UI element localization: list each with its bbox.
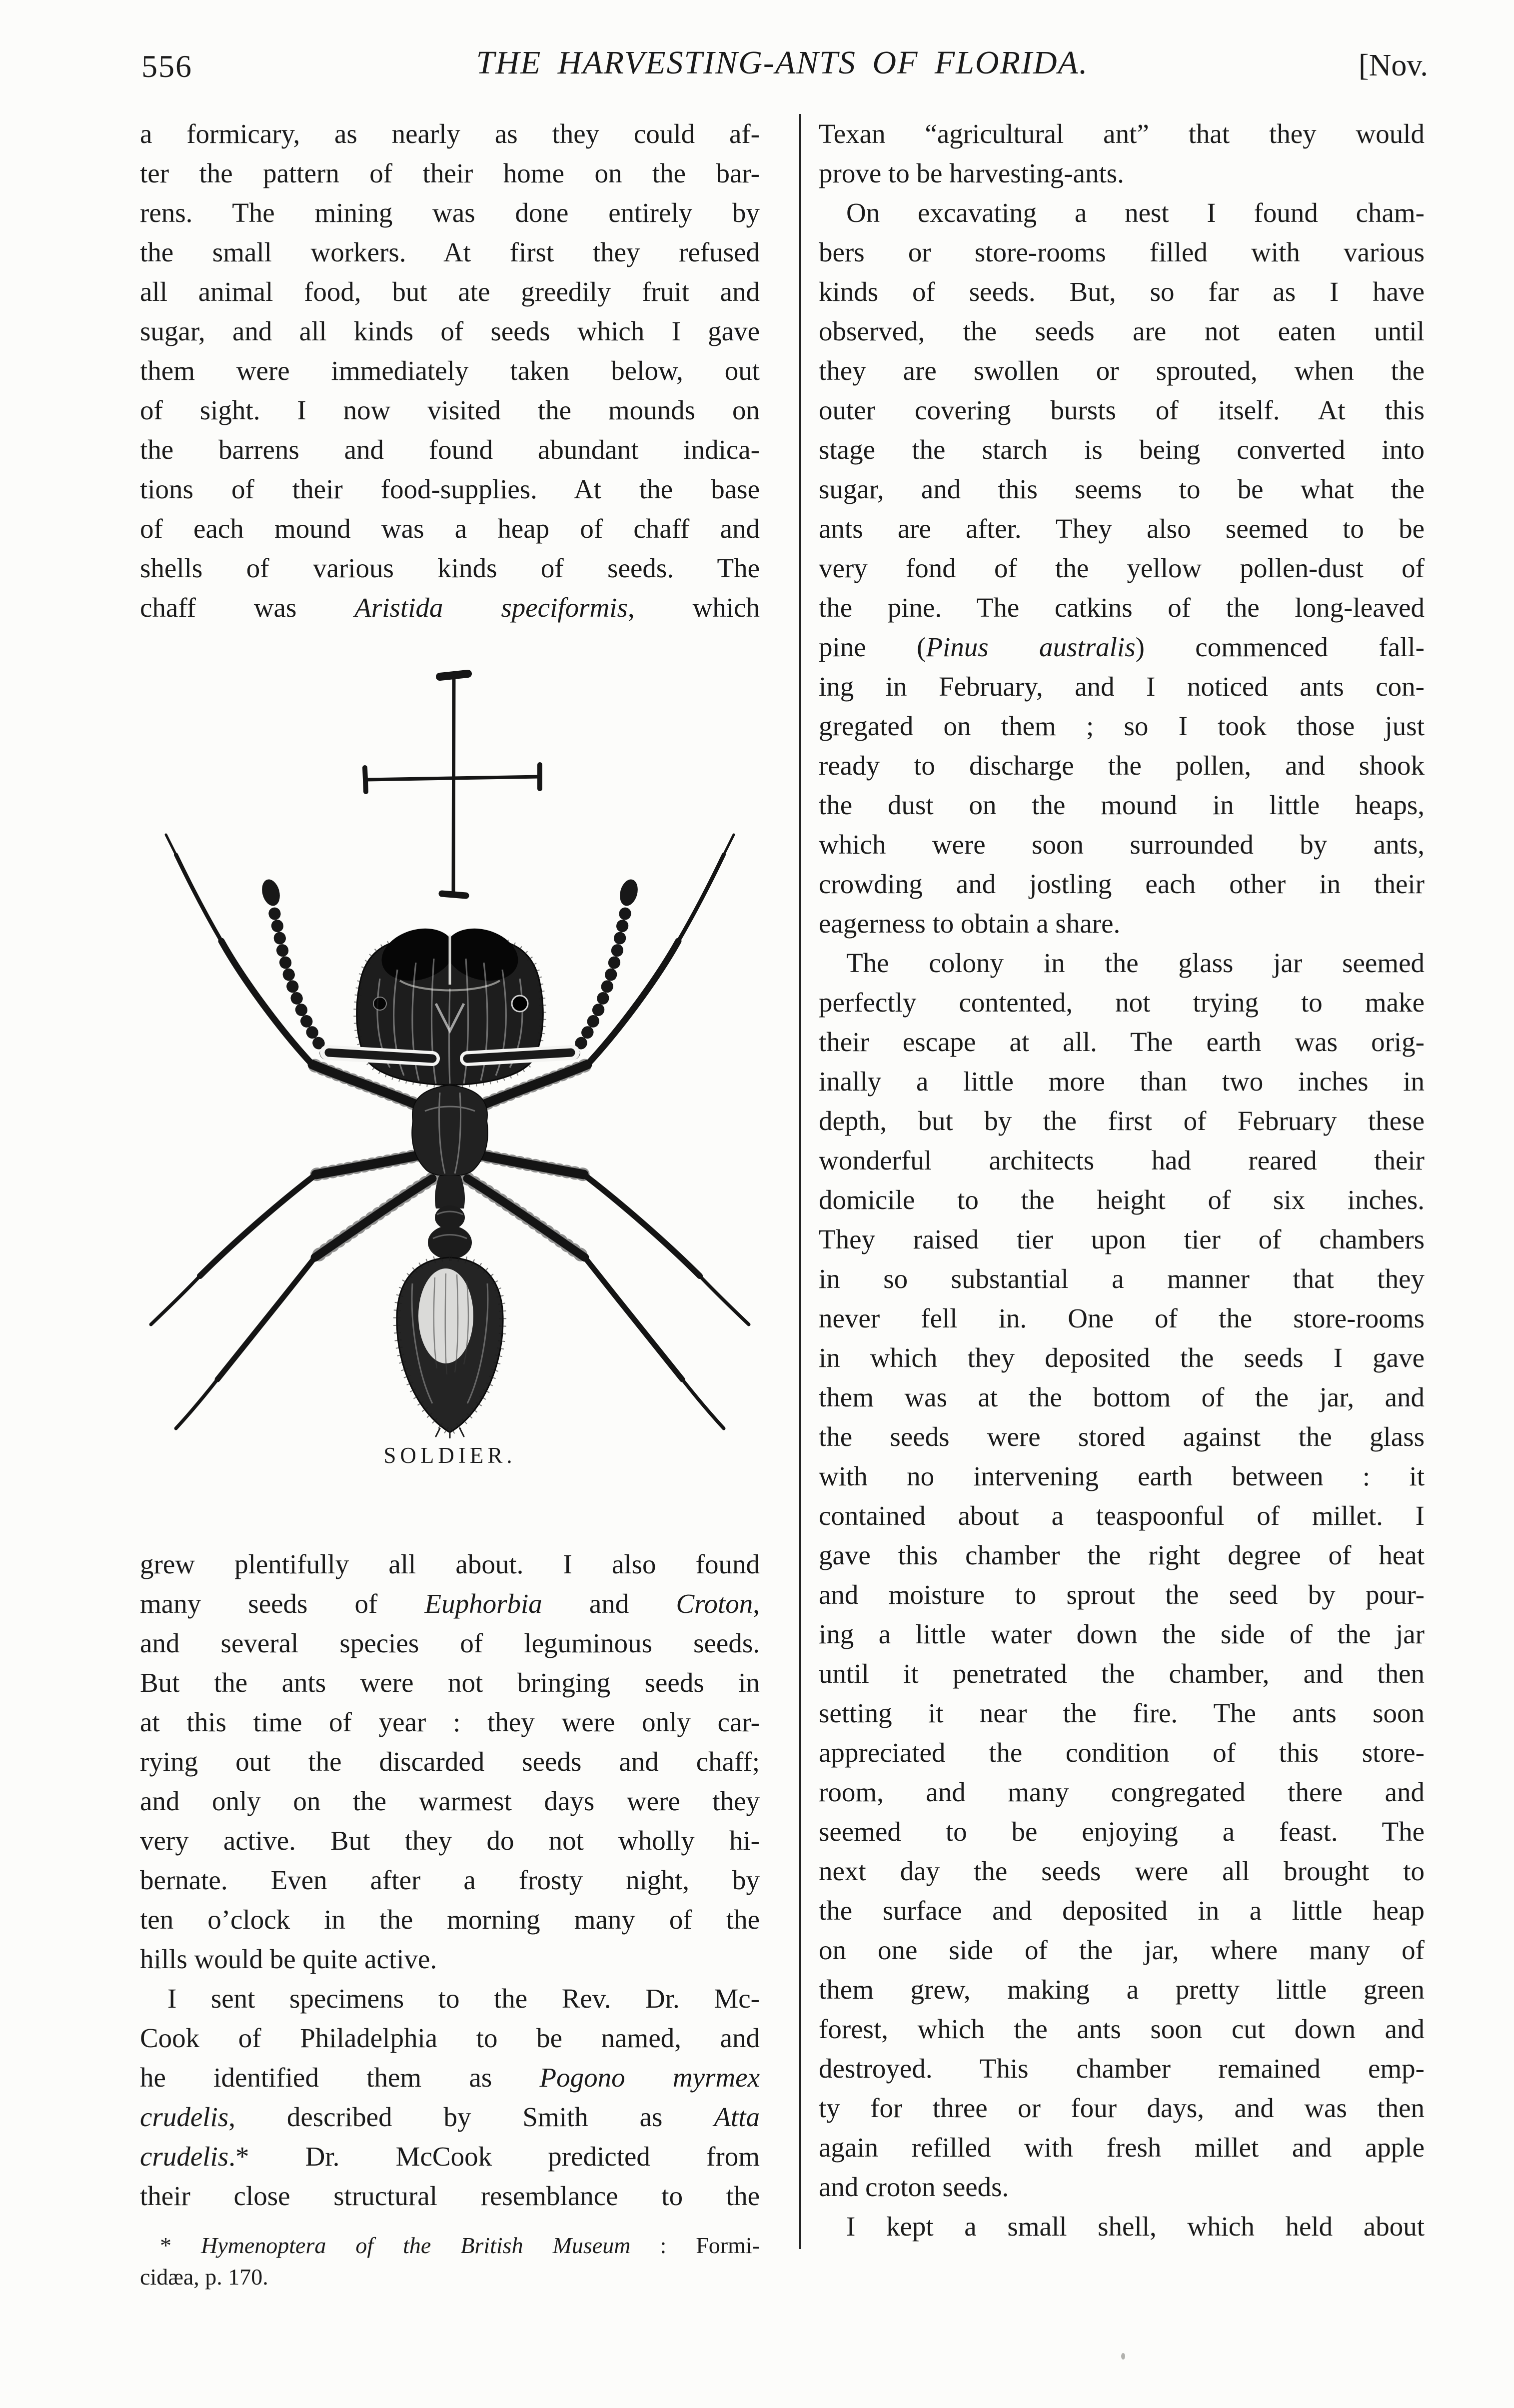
text-line: room, and many congregated there and — [819, 1777, 1425, 1807]
ant-thorax — [412, 1085, 487, 1259]
text-line: the surface and deposited in a little heap — [819, 1895, 1425, 1926]
text-line: Cook of Philadelphia to be named, and — [140, 2023, 760, 2053]
italic-text: crudelis — [140, 2102, 229, 2132]
scale-bar-icon — [365, 674, 540, 896]
footnote — [140, 2230, 760, 2293]
text-line: their escape at all. The earth was orig- — [819, 1027, 1425, 1057]
text-line: at this time of year : they were only car- — [140, 1707, 760, 1737]
column-divider-rule — [799, 114, 801, 2249]
text-line: he identified them as Pogono myrmex — [140, 2062, 760, 2093]
text-line: and several species of leguminous seeds. — [140, 1628, 760, 1658]
text-line: the barrens and found abundant indica- — [140, 434, 760, 465]
text-line: ready to discharge the pollen, and shook — [819, 750, 1425, 781]
ant-illustration — [140, 659, 760, 1438]
italic-text: crudelis — [140, 2141, 229, 2172]
text-line: and croton seeds. — [819, 2172, 1009, 2202]
italic-text: Pogono myrmex — [539, 2062, 760, 2093]
ant-eye — [512, 996, 528, 1012]
text-line: cidæa, p. 170. — [140, 2264, 268, 2290]
text-line: rens. The mining was done entirely by — [140, 197, 760, 228]
text-line: the dust on the mound in little heaps, — [819, 790, 1425, 820]
text-line: and only on the warmest days were they — [140, 1786, 760, 1816]
text-line: stage the starch is being converted into — [819, 434, 1425, 465]
text-line: the pine. The catkins of the long-leaved — [819, 592, 1425, 623]
left-column — [140, 114, 760, 2293]
text-line: which were soon surrounded by ants, — [819, 829, 1425, 860]
text-line: rying out the discarded seeds and chaff; — [140, 1746, 760, 1777]
italic-text: Croton — [676, 1588, 753, 1619]
text-line: Texan “agricultural ant” that they would — [819, 118, 1425, 149]
text-line: grew plentifully all about. I also found — [140, 1549, 760, 1579]
text-line: On excavating a nest I found cham- — [846, 197, 1425, 228]
text-line: seemed to be enjoying a feast. The — [819, 1816, 1425, 1847]
text-line: very active. But they do not wholly hi- — [140, 1825, 760, 1856]
text-line: until it penetrated the chamber, and then — [819, 1658, 1425, 1689]
text-line: setting it near the fire. The ants soon — [819, 1698, 1425, 1728]
ant-body — [327, 921, 572, 1438]
italic-text: Hymenoptera of the British Museum — [201, 2233, 631, 2258]
text-line: The colony in the glass jar seemed — [846, 948, 1425, 978]
text-line: domicile to the height of six inches. — [819, 1185, 1425, 1215]
text-line: hills would be quite active. — [140, 1944, 437, 1974]
italic-text: Pinus australis — [926, 632, 1136, 662]
text-line: of each mound was a heap of chaff and — [140, 513, 760, 544]
text-line: contained about a teaspoonful of millet. I — [819, 1500, 1425, 1531]
text-line: all animal food, but ate greedily fruit and — [140, 276, 760, 307]
text-line: observed, the seeds are not eaten until — [819, 316, 1425, 346]
text-line: of sight. I now visited the mounds on — [140, 395, 760, 425]
text-line: they are swollen or sprouted, when the — [819, 355, 1425, 386]
page-number: 556 — [141, 48, 192, 84]
text-line: in which they deposited the seeds I gave — [819, 1342, 1425, 1373]
text-line: crudelis, described by Smith as Atta — [140, 2102, 760, 2132]
text-line: pine (Pinus australis) commenced fall- — [819, 632, 1425, 662]
text-line: kinds of seeds. But, so far as I have — [819, 276, 1425, 307]
page-title: THE HARVESTING-ANTS OF FLORIDA. — [476, 44, 1089, 81]
text-line: prove to be harvesting-ants. — [819, 158, 1124, 188]
text-line: shells of various kinds of seeds. The — [140, 553, 760, 583]
left-column-text-upper — [140, 114, 760, 627]
text-line: bers or store-rooms filled with various — [819, 237, 1425, 267]
text-line: their close structural resemblance to the — [140, 2181, 760, 2211]
text-line: crudelis.* Dr. McCook predicted from — [140, 2141, 760, 2172]
text-line: on one side of the jar, where many of — [819, 1935, 1425, 1965]
text-line: perfectly contented, not trying to make — [819, 987, 1425, 1018]
text-line: them were immediately taken below, out — [140, 355, 760, 386]
italic-text: Atta — [714, 2102, 760, 2132]
text-line: ing a little water down the side of the jar — [819, 1619, 1425, 1649]
text-line: But the ants were not bringing seeds in — [140, 1667, 760, 1698]
text-line: eagerness to obtain a share. — [819, 908, 1121, 939]
text-line: many seeds of Euphorbia and Croton, — [140, 1588, 760, 1619]
text-line: destroyed. This chamber remained emp- — [819, 2053, 1425, 2084]
text-line: forest, which the ants soon cut down and — [819, 2014, 1425, 2044]
scan-speck — [1121, 2353, 1125, 2360]
text-line: tions of their food-supplies. At the base — [140, 474, 760, 504]
text-line: ants are after. They also seemed to be — [819, 513, 1425, 544]
text-line: I sent specimens to the Rev. Dr. Mc- — [167, 1983, 760, 2014]
ant-gaster — [397, 1257, 503, 1438]
text-line: in so substantial a manner that they — [819, 1263, 1425, 1294]
text-line: bernate. Even after a frosty night, by — [140, 1865, 760, 1895]
text-line: ter the pattern of their home on the bar- — [140, 158, 760, 188]
text-line: sugar, and all kinds of seeds which I gave — [140, 316, 760, 346]
text-line: outer covering bursts of itself. At this — [819, 395, 1425, 425]
text-line: sugar, and this seems to be what the — [819, 474, 1425, 504]
text-line: next day the seeds were all brought to — [819, 1856, 1425, 1886]
right-column — [819, 114, 1425, 2246]
text-line: the seeds were stored against the glass — [819, 1421, 1425, 1452]
text-line: never fell in. One of the store-rooms — [819, 1303, 1425, 1333]
text-line: them grew, making a pretty little green — [819, 1974, 1425, 2005]
figure-caption: SOLDIER. — [383, 1443, 516, 1468]
text-line: appreciated the condition of this store- — [819, 1737, 1425, 1768]
text-line: depth, but by the first of February these — [819, 1106, 1425, 1136]
text-line: the small workers. At first they refused — [140, 237, 760, 267]
text-line: and moisture to sprout the seed by pour- — [819, 1579, 1425, 1610]
text-line: crowding and jostling each other in their — [819, 869, 1425, 899]
text-line: ten o’clock in the morning many of the — [140, 1904, 760, 1935]
text-line: ty for three or four days, and was then — [819, 2093, 1425, 2123]
text-line: with no intervening earth between : it — [819, 1461, 1425, 1491]
ant-figure — [140, 659, 760, 1468]
header-issue-date: [Nov. — [1359, 48, 1428, 82]
text-line: inally a little more than two inches in — [819, 1066, 1425, 1097]
text-line: ing in February, and I noticed ants con- — [819, 671, 1425, 702]
text-line: wonderful architects had reared their — [819, 1145, 1425, 1176]
text-line: gregated on them ; so I took those just — [819, 711, 1425, 741]
text-line: * Hymenoptera of the British Museum : Formi- — [160, 2233, 760, 2258]
text-line: I kept a small shell, which held about — [846, 2211, 1425, 2242]
text-line: They raised tier upon tier of chambers — [819, 1224, 1425, 1254]
italic-text: Euphorbia — [424, 1588, 542, 1619]
text-line: very fond of the yellow pollen-dust of — [819, 553, 1425, 583]
text-line: gave this chamber the right degree of heat — [819, 1540, 1425, 1570]
left-column-text-lower — [140, 1544, 760, 2216]
text-line: chaff was Aristida speciformis, which — [140, 592, 760, 623]
text-line: again refilled with fresh millet and apple — [819, 2132, 1425, 2163]
text-line: a formicary, as nearly as they could af- — [140, 118, 760, 149]
text-line: them was at the bottom of the jar, and — [819, 1382, 1425, 1412]
italic-text: Aristida speciformis — [354, 592, 628, 623]
